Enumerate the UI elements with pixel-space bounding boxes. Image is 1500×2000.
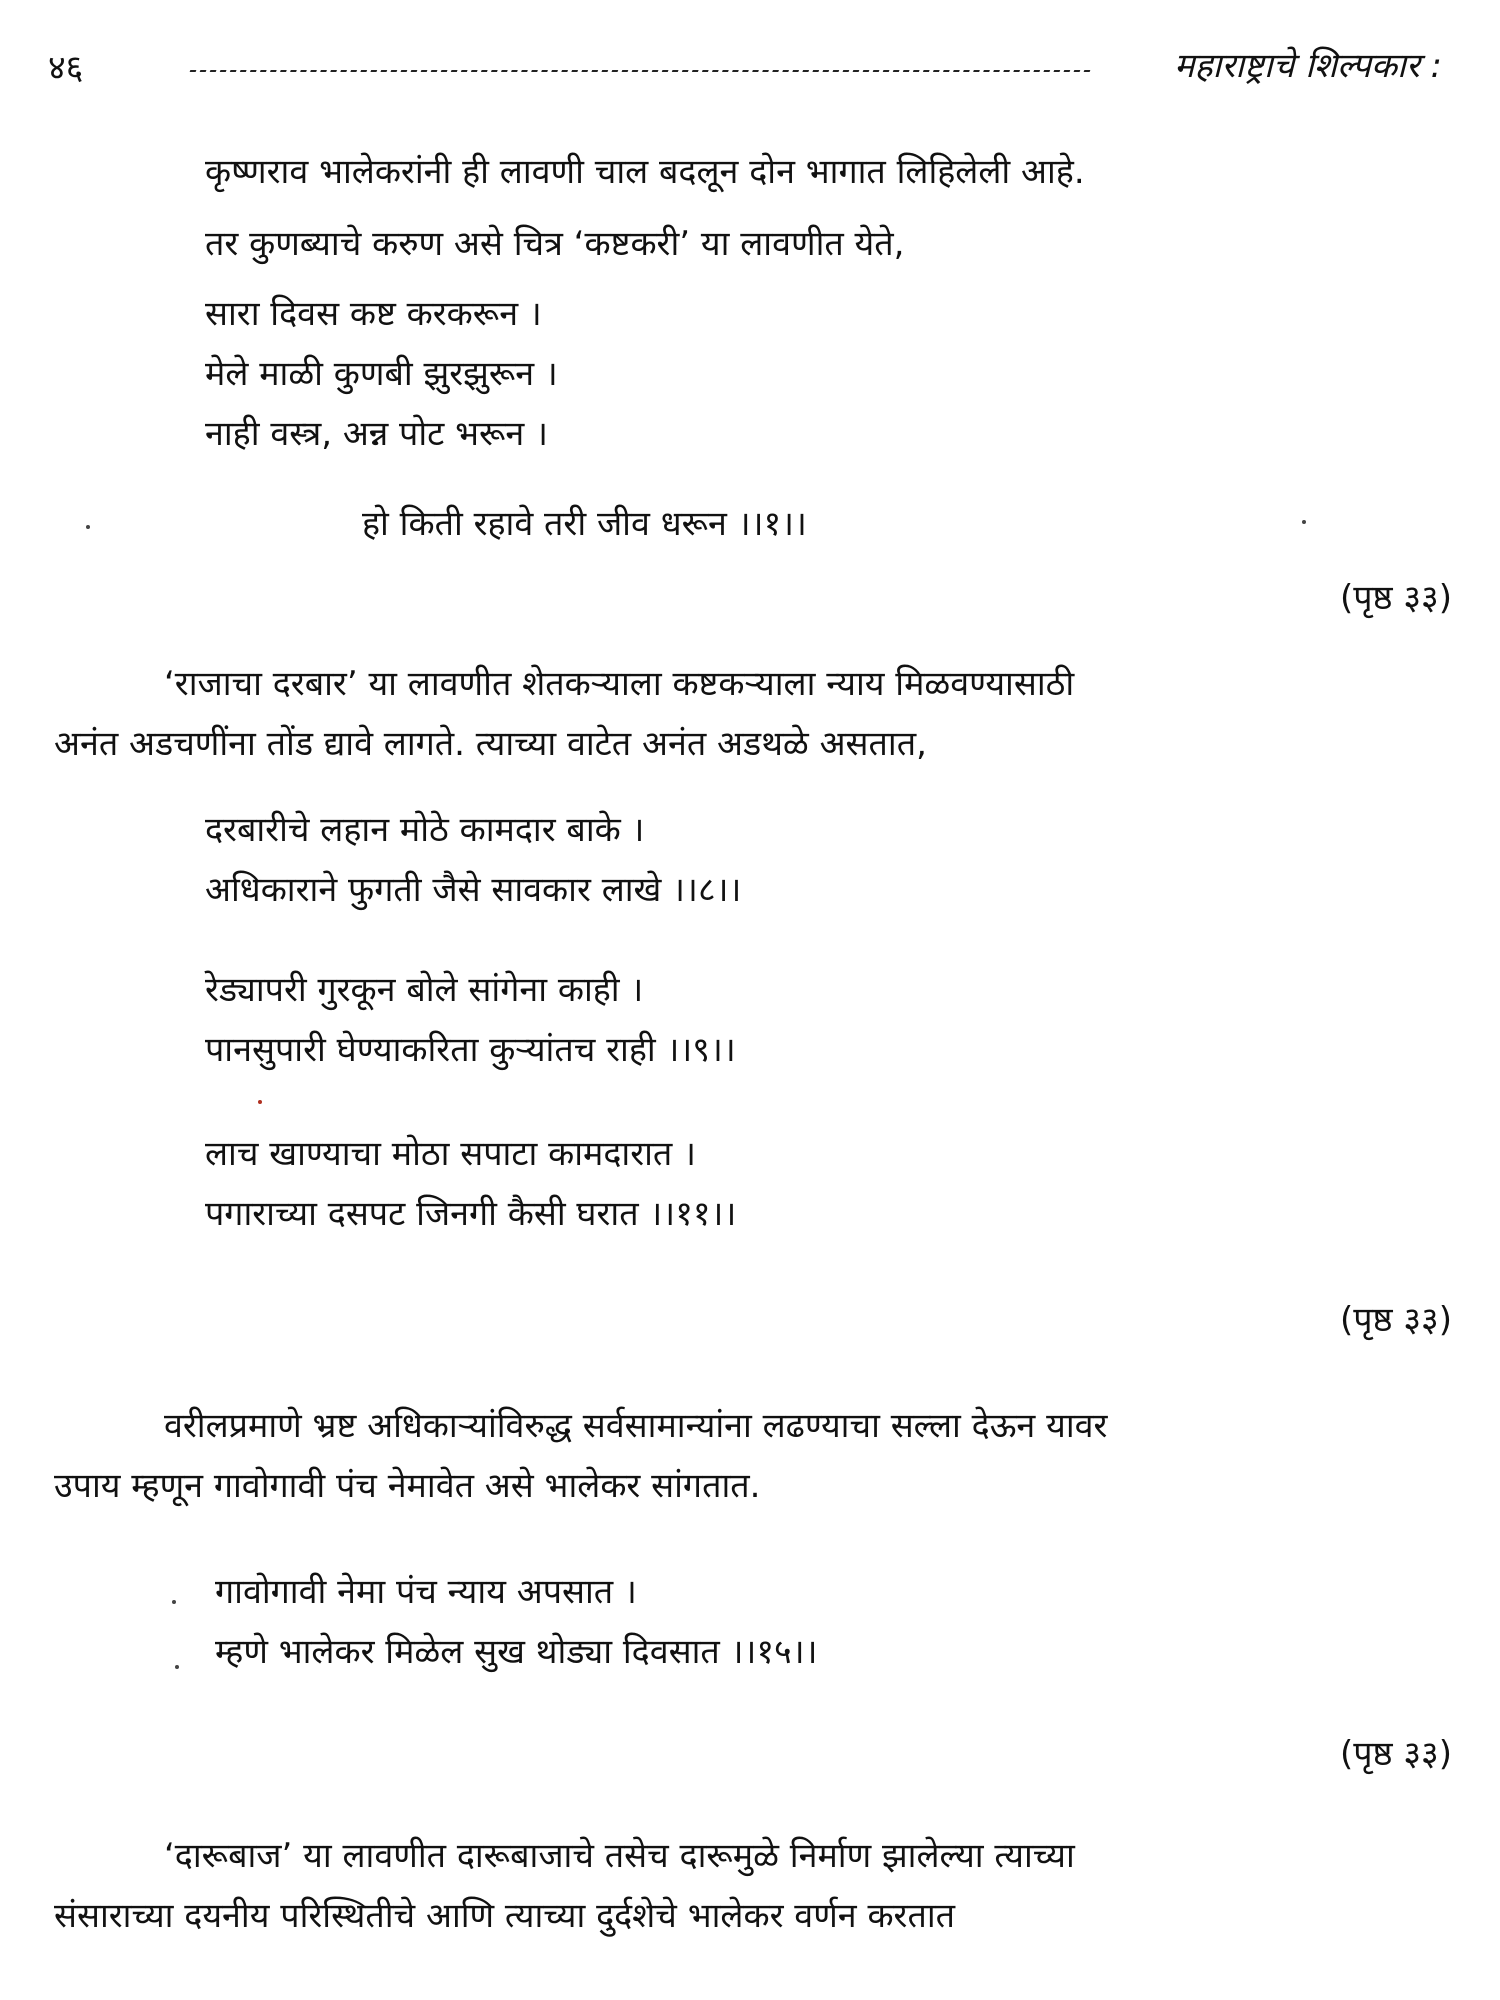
paragraph-line: तर कुणब्याचे करुण असे चित्र ‘कष्टकरी’ या लावणीत येते,	[205, 224, 905, 264]
page-reference-3: (पृष्ठ ३३)	[1339, 1734, 1452, 1774]
scan-speck	[86, 525, 90, 529]
verse-stanza-2a	[205, 800, 741, 920]
scan-speck	[1302, 520, 1306, 524]
verse-stanza-1	[205, 284, 558, 464]
paragraph-1-cont	[205, 214, 1500, 274]
header-dashed-rule	[190, 70, 1091, 72]
paragraph-line: उपाय म्हणून गावोगावी पंच नेमावेत असे भालेकर सांगतात.	[54, 1466, 761, 1506]
verse-line: म्हणे भालेकर मिळेल सुख थोड्या दिवसात ।।१५।।	[215, 1632, 818, 1672]
verse-stanza-2c	[205, 1124, 736, 1244]
paragraph-3	[54, 1396, 1449, 1516]
paragraph-4	[54, 1826, 1449, 1946]
page-reference-2: (पृष्ठ ३३)	[1339, 1300, 1452, 1340]
verse-line: हो किती रहावे तरी जीव धरून ।।१।।	[362, 504, 807, 544]
verse-line: नाही वस्त्र, अन्न पोट भरून ।	[205, 414, 548, 454]
scan-speck	[258, 1100, 262, 1104]
running-head: महाराष्ट्राचे शिल्पकार :	[1174, 46, 1442, 86]
scan-speck	[175, 1665, 179, 1669]
verse-line: मेले माळी कुणबी झुरझुरून ।	[205, 354, 558, 394]
scan-speck	[172, 1600, 176, 1604]
verse-stanza-1-refrain	[362, 494, 807, 554]
page-number: ४६	[48, 48, 84, 88]
paragraph-line: ‘दारूबाज’ या लावणीत दारूबाजाचे तसेच दारूमुळे निर्माण झालेल्या त्याच्या	[164, 1836, 1075, 1876]
paragraph-line: अनंत अडचणींना तोंड द्यावे लागते. त्याच्या वाटेत अनंत अडथळे असतात,	[54, 724, 927, 764]
verse-line: दरबारीचे लहान मोठे कामदार बाके ।	[205, 810, 645, 850]
paragraph-2	[54, 654, 1449, 774]
verse-stanza-2b	[205, 960, 736, 1080]
verse-line: पगाराच्या दसपट जिनगी कैसी घरात ।।११।।	[205, 1194, 737, 1234]
paragraph-line: संसाराच्या दयनीय परिस्थितीचे आणि त्याच्या दुर्दशेचे भालेकर वर्णन करतात	[54, 1896, 956, 1936]
paragraph-1	[205, 142, 1450, 202]
verse-line: सारा दिवस कष्ट करकरून ।	[205, 294, 542, 334]
paragraph-line: कृष्णराव भालेकरांनी ही लावणी चाल बदलून दोन भागात लिहिलेली आहे.	[205, 152, 1085, 192]
verse-line: अधिकाराने फुगती जैसे सावकार लाखे ।।८।।	[205, 870, 742, 910]
paragraph-line: ‘राजाचा दरबार’ या लावणीत शेतकऱ्याला कष्टकऱ्याला न्याय मिळवण्यासाठी	[164, 664, 1075, 704]
page-header	[0, 42, 1500, 102]
verse-line: गावोगावी नेमा पंच न्याय अपसात ।	[215, 1572, 637, 1612]
verse-line: लाच खाण्याचा मोठा सपाटा कामदारात ।	[205, 1134, 697, 1174]
paragraph-line: वरीलप्रमाणे भ्रष्ट अधिकाऱ्यांविरुद्ध सर्वसामान्यांना लढण्याचा सल्ला देऊन यावर	[164, 1406, 1108, 1446]
verse-stanza-3	[215, 1562, 818, 1682]
page-reference-1: (पृष्ठ ३३)	[1339, 578, 1452, 618]
verse-line: पानसुपारी घेण्याकरिता कुऱ्यांतच राही ।।९।।	[205, 1030, 736, 1070]
verse-line: रेड्यापरी गुरकून बोले सांगेना काही ।	[205, 970, 644, 1010]
